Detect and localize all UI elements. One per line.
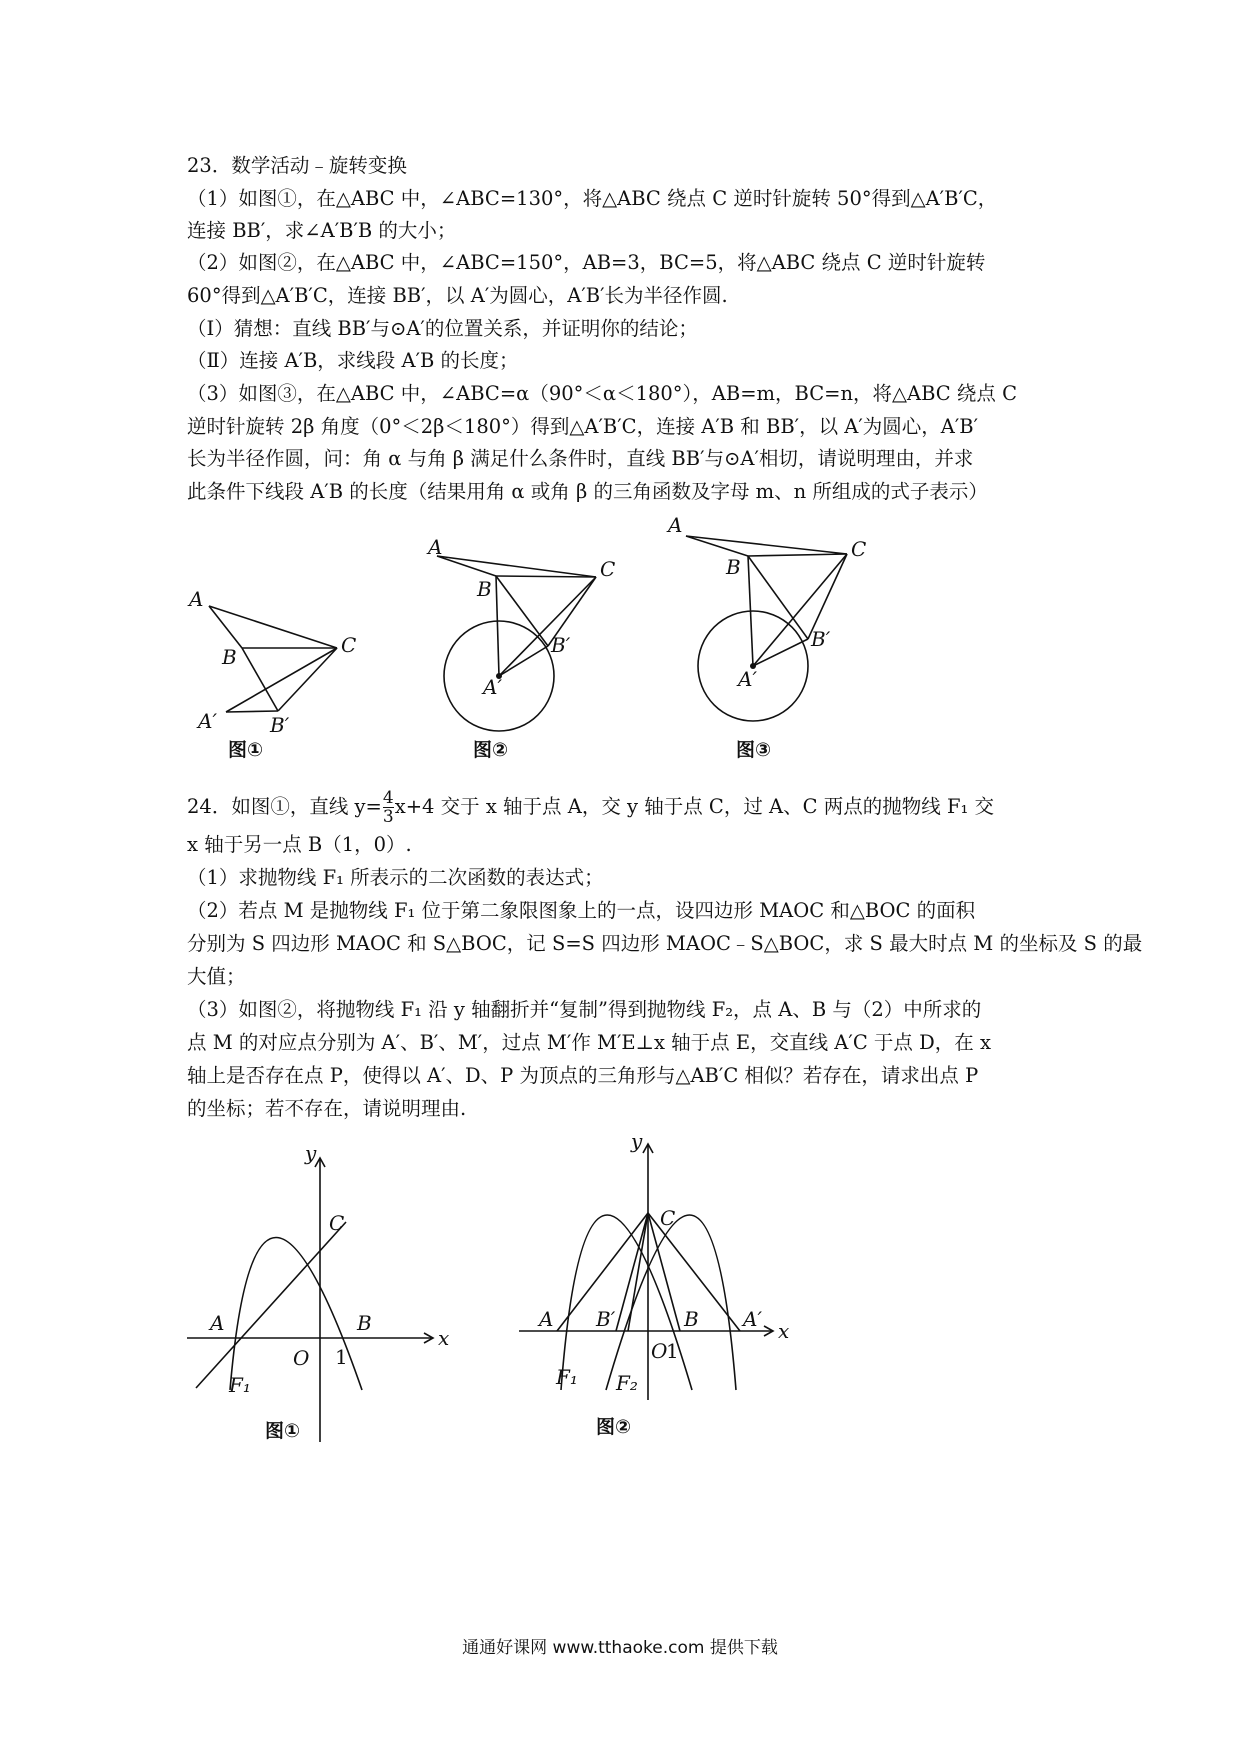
q23-line-4: 60°得到△A′B′C，连接 BB′，以 A′为圆心，A′B′长为半径作圆. — [187, 284, 728, 307]
page-footer: 通通好课网 www.tthaoke.com 提供下载 — [462, 1638, 778, 1658]
q24-line-7: （3）如图②，将抛物线 F₁ 沿 y 轴翻折并“复制”得到抛物线 F₂，点 A、B 与（2）中所求的 — [187, 998, 982, 1021]
q24-fig2-label-b1: B′ — [596, 1307, 616, 1331]
q24-fig1-label-c: C — [329, 1211, 345, 1235]
q24-line1-pre: 24．如图①，直线 y= — [187, 795, 382, 818]
q23-fig1-label-b1: B′ — [270, 713, 290, 737]
q23-fig2-lines — [437, 556, 596, 731]
q24-fig1-graph — [187, 1158, 433, 1442]
q24-line-5: 分别为 S 四边形 MAOC 和 S△BOC，记 S=S 四边形 MAOC﹣S△BOC，求 S 最大时点 M 的坐标及 S 的最 — [187, 932, 1143, 955]
q23-fig3-label-c: C — [851, 537, 867, 561]
q24-line-8: 点 M 的对应点分别为 A′、B′、M′，过点 M′作 M′E⊥x 轴于点 E，交直线 A′C 于点 D，在 x — [187, 1031, 991, 1054]
q24-fig1-label-y: y — [305, 1141, 317, 1165]
q24-fraction-den: 3 — [382, 807, 394, 827]
q24-fig2-label-x: x — [778, 1319, 790, 1343]
q24-fig2-label-a: A — [539, 1307, 554, 1331]
q23-line-1: （1）如图①，在△ABC 中，∠ABC=130°，将△ABC 绕点 C 逆时针旋转 50°得到△A′B′C， — [187, 187, 998, 210]
q23-line-5: （Ⅰ）猜想：直线 BB′与⊙A′的位置关系，并证明你的结论； — [187, 317, 698, 340]
q23-figures — [0, 0, 1240, 780]
q23-fig1-label-a1: A′ — [198, 709, 217, 733]
q23-fig2-label-b1: B′ — [551, 633, 571, 657]
q23-fig2-label-c: C — [600, 557, 616, 581]
q24-line-10: 的坐标；若不存在，请说明理由. — [187, 1097, 467, 1120]
q24-fig2-label-f1: F₁ — [556, 1365, 578, 1389]
q24-line-6: 大值； — [187, 965, 246, 988]
q24-line-3: （1）求抛物线 F₁ 所表示的二次函数的表达式； — [187, 866, 604, 889]
q23-line-2: 连接 BB′，求∠A′B′B 的大小； — [187, 219, 457, 242]
q24-fig2-label-c: C — [660, 1206, 676, 1230]
q24-fig2-caption: 图② — [596, 1416, 632, 1438]
q23-fig1-label-b: B — [222, 645, 237, 669]
q24-fig1-caption: 图① — [265, 1420, 301, 1442]
q23-fig1-label-c: C — [341, 633, 357, 657]
q24-fig2-label-y: y — [631, 1130, 643, 1153]
q24-line-2: x 轴于另一点 B（1，0）. — [187, 833, 412, 856]
q23-fig2-label-b: B — [477, 577, 492, 601]
q23-line-6: （Ⅱ）连接 A′B，求线段 A′B 的长度； — [187, 349, 519, 372]
q23-fig2-label-a1: A′ — [483, 675, 502, 699]
q23-fig3-label-a: A — [668, 513, 683, 537]
q23-line-8: 逆时针旋转 2β 角度（0°＜2β＜180°）得到△A′B′C，连接 A′B 和 BB′，以 A′为圆心，A′B′ — [187, 415, 979, 438]
q24-line-9: 轴上是否存在点 P，使得以 A′、D、P 为顶点的三角形与△AB′C 相似？若存在，请求出点 P — [187, 1064, 979, 1087]
q24-line-4: （2）若点 M 是抛物线 F₁ 位于第二象限图象上的一点，设四边形 MAOC 和△BOC 的面积 — [187, 899, 976, 922]
q24-fraction — [383, 789, 394, 826]
q24-fig1-label-b: B — [357, 1311, 372, 1335]
q24-fig1-label-o: O — [293, 1346, 310, 1370]
q24-fig2-graph — [519, 1144, 773, 1400]
q24-fig1-label-f1: F₁ — [229, 1373, 251, 1397]
q23-line-10: 此条件下线段 A′B 的长度（结果用角 α 或角 β 的三角函数及字母 m、n 所组成的式子表示） — [187, 480, 988, 503]
q24-fig2-label-one: 1 — [666, 1339, 679, 1363]
q23-line-7: （3）如图③，在△ABC 中，∠ABC=α（90°＜α＜180°），AB=m，BC=n，将△ABC 绕点 C — [187, 382, 1018, 405]
q24-fraction-num: 4 — [382, 788, 394, 808]
q24-line1-post: x+4 交于 x 轴于点 A，交 y 轴于点 C，过 A、C 两点的抛物线 F₁ 交 — [394, 795, 994, 818]
q23-fig2-label-a: A — [428, 535, 443, 559]
q23-fig1-caption: 图① — [228, 739, 264, 761]
q23-title: 23．数学活动﹣旋转变换 — [187, 154, 407, 177]
q23-fig3-caption: 图③ — [736, 739, 772, 761]
q23-line-3: （2）如图②，在△ABC 中，∠ABC=150°，AB=3，BC=5，将△ABC 绕点 C 逆时针旋转 — [187, 251, 986, 274]
q23-fig3-label-a1: A′ — [738, 667, 757, 691]
q23-fig3-label-b1: B′ — [811, 627, 831, 651]
q24-fig2-label-o: O — [651, 1339, 668, 1363]
q23-fig2-caption: 图② — [473, 739, 509, 761]
q24-fig2-label-f2: F₂ — [616, 1371, 638, 1395]
q24-figures — [0, 1130, 1240, 1460]
q23-fig1-label-a: A — [189, 587, 204, 611]
q24-fig1-label-a: A — [210, 1311, 225, 1335]
q24-fig1-label-one: 1 — [335, 1345, 348, 1369]
q24-fig2-label-b: B — [684, 1307, 699, 1331]
q23-fig3-label-b: B — [726, 555, 741, 579]
q23-line-9: 长为半径作圆，问：角 α 与角 β 满足什么条件时，直线 BB′与⊙A′相切，请说明理由，并求 — [187, 447, 974, 470]
q24-fig2-label-a1: A′ — [743, 1307, 762, 1331]
q24-fig1-label-x: x — [438, 1326, 450, 1350]
q24-line-1 — [187, 789, 994, 826]
